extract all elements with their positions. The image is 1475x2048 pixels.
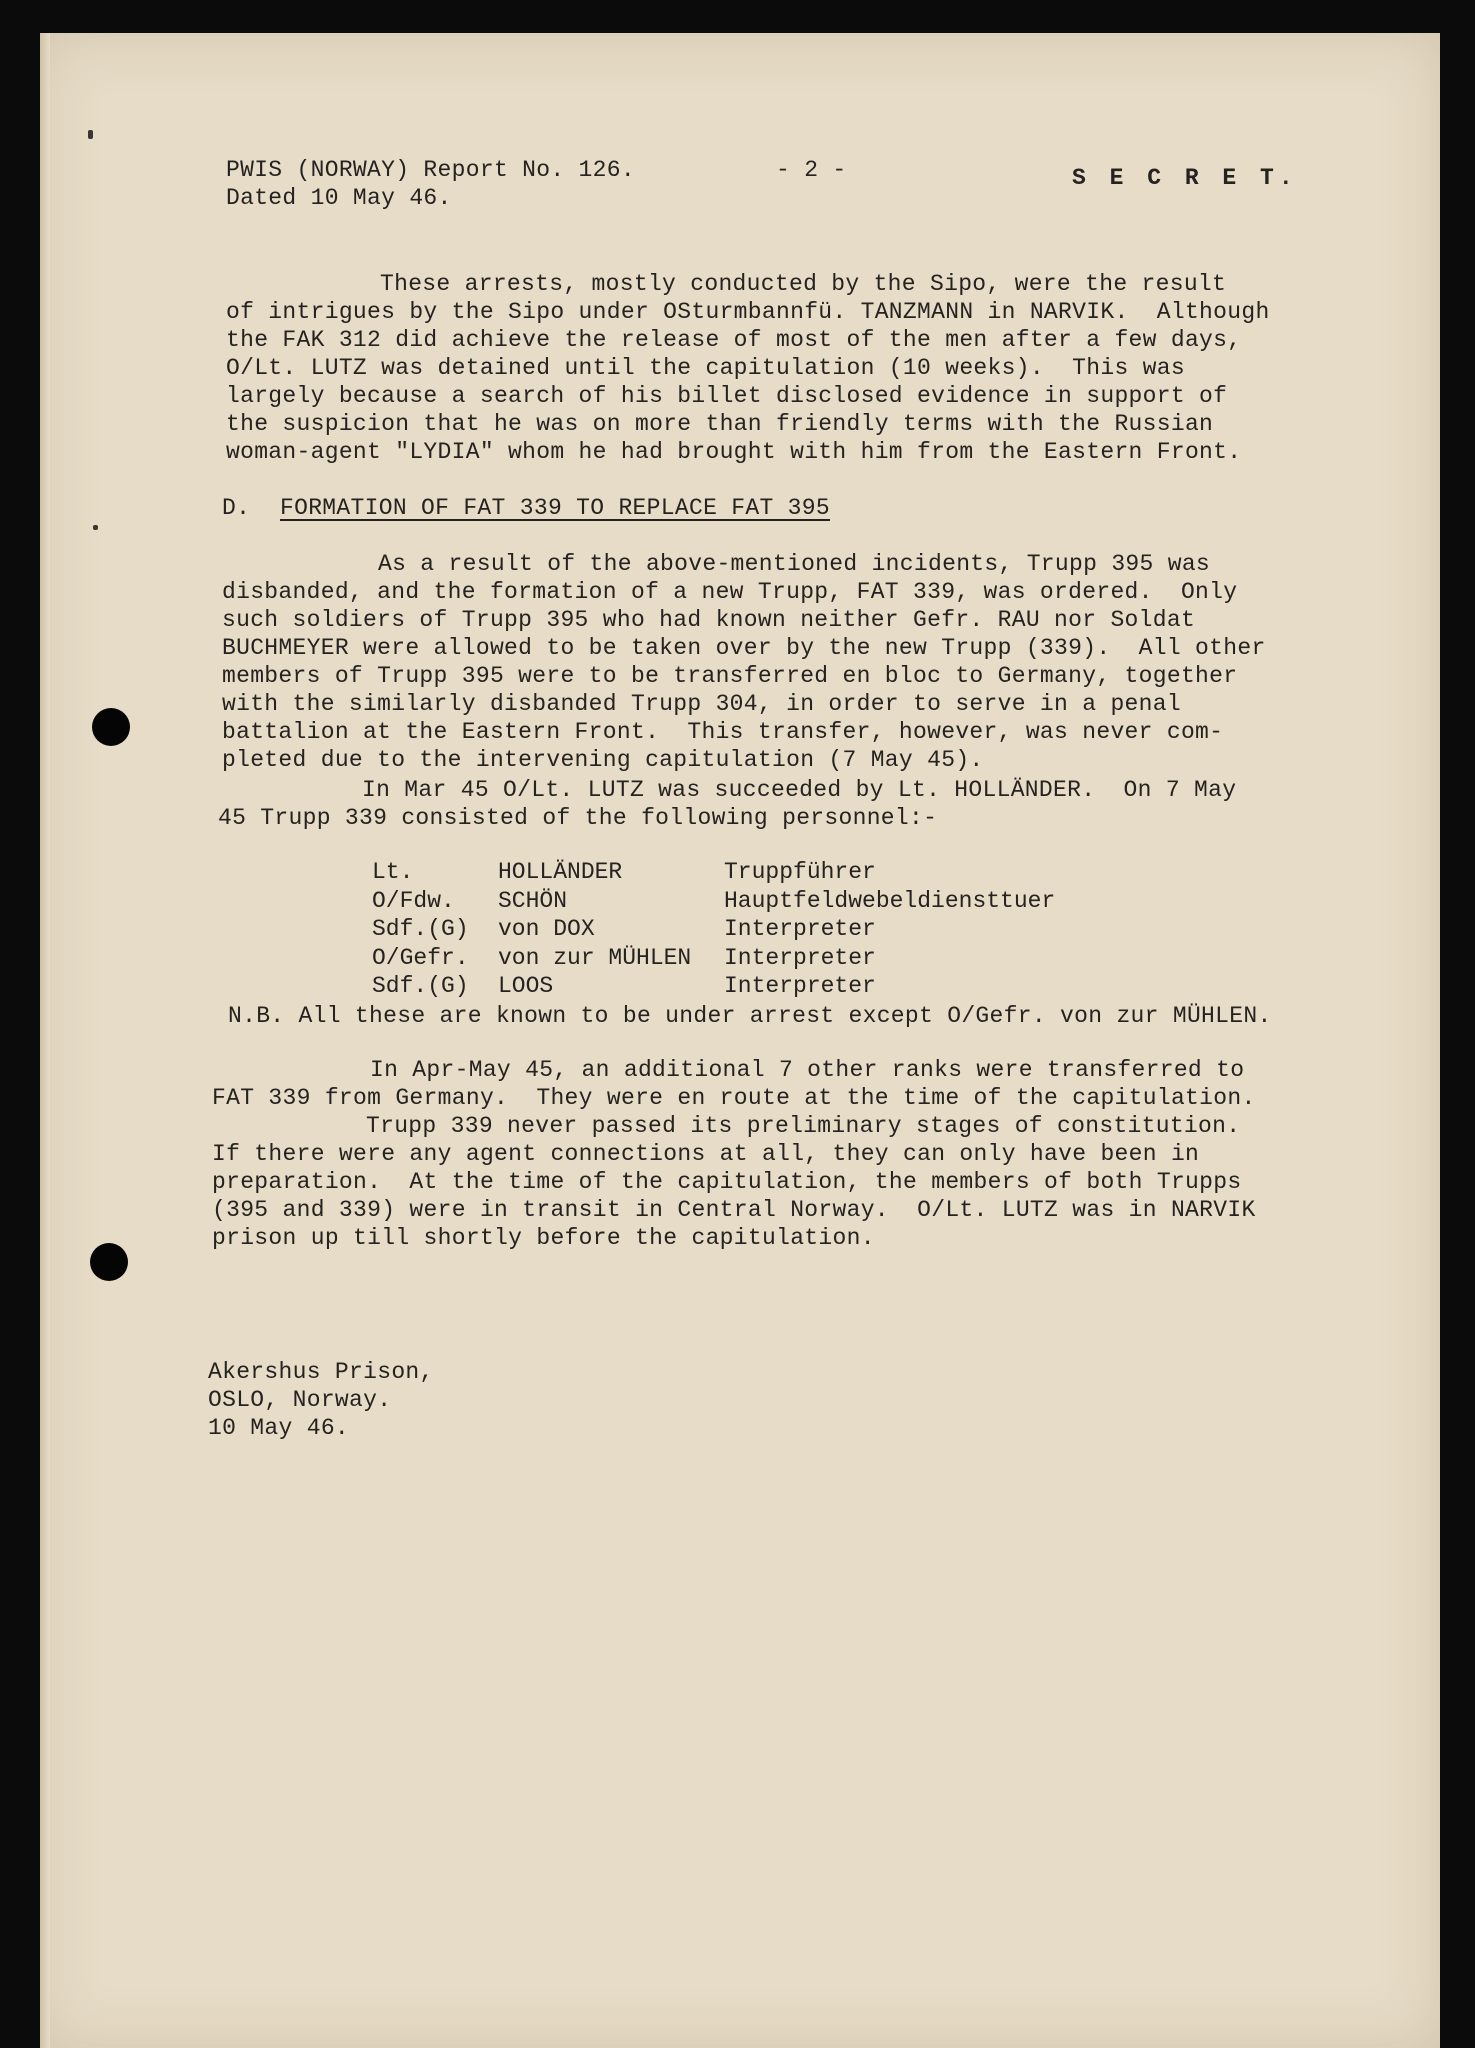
personnel-role: Interpreter xyxy=(724,944,876,971)
paragraph-line: the FAK 312 did achieve the release of most of the men after a few days, xyxy=(226,327,1242,353)
paragraph-line: Trupp 339 never passed its preliminary stages of constitution. xyxy=(366,1113,1241,1139)
paragraph-line: (395 and 339) were in transit in Central Norway. O/Lt. LUTZ was in NARVIK xyxy=(212,1197,1256,1223)
paragraph-line: 45 Trupp 339 consisted of the following personnel:- xyxy=(218,805,938,831)
personnel-role: Truppführer xyxy=(724,859,876,885)
punch-hole-upper xyxy=(92,708,130,746)
personnel-rank: O/Gefr. xyxy=(372,944,469,971)
paragraph-line: FAT 339 from Germany. They were en route at the time of the capitulation. xyxy=(212,1085,1256,1111)
margin-mark xyxy=(88,130,93,139)
personnel-name: von DOX xyxy=(498,916,595,942)
personnel-role: Interpreter xyxy=(724,973,876,999)
signoff-location: Akershus Prison, xyxy=(208,1359,434,1385)
signoff-city: OSLO, Norway. xyxy=(208,1387,392,1413)
personnel-rank: Lt. xyxy=(372,859,414,885)
personnel-rank: Sdf.(G) xyxy=(372,973,469,999)
paragraph-line: preparation. At the time of the capitulation, the members of both Trupps xyxy=(212,1169,1242,1195)
personnel-name: LOOS xyxy=(498,973,554,999)
personnel-name: SCHÖN xyxy=(498,887,568,914)
paragraph-line: the suspicion that he was on more than friendly terms with the Russian xyxy=(226,411,1214,437)
paragraph-line: with the similarly disbanded Trupp 304, in order to serve in a penal xyxy=(222,691,1181,717)
paragraph-line: O/Lt. LUTZ was detained until the capitulation (10 weeks). This was xyxy=(226,355,1185,381)
paragraph-line: members of Trupp 395 were to be transferred en bloc to Germany, together xyxy=(222,663,1238,689)
personnel-row xyxy=(372,915,1092,944)
personnel-role: Hauptfeldwebeldiensttuer xyxy=(724,887,1056,914)
page-edge-shadow xyxy=(40,33,50,2048)
personnel-name: HOLLÄNDER xyxy=(498,859,623,885)
personnel-table xyxy=(372,858,1092,1001)
paragraph-line: disbanded, and the formation of a new Trupp, FAT 339, was ordered. Only xyxy=(222,579,1238,605)
paragraph-line: In Mar 45 O/Lt. LUTZ was succeeded by Lt. HOLLÄNDER. On 7 May xyxy=(362,777,1237,803)
personnel-row xyxy=(372,972,1092,1001)
paragraph-line: largely because a search of his billet disclosed evidence in support of xyxy=(226,383,1228,409)
signoff-date: 10 May 46. xyxy=(208,1415,350,1441)
paragraph-line: These arrests, mostly conducted by the Sipo, were the result xyxy=(380,271,1227,297)
paragraph-line: of intrigues by the Sipo under OSturmbannfü. TANZMANN in NARVIK. Although xyxy=(226,299,1270,325)
paragraph-line: In Apr-May 45, an additional 7 other ranks were transferred to xyxy=(370,1057,1245,1083)
paragraph-line: If there were any agent connections at all, they can only have been in xyxy=(212,1141,1200,1167)
personnel-row xyxy=(372,858,1092,887)
punch-hole-lower xyxy=(90,1243,128,1281)
report-reference: PWIS (NORWAY) Report No. 126. xyxy=(226,157,635,183)
personnel-name: von zur MÜHLEN xyxy=(498,944,692,971)
personnel-rank: O/Fdw. xyxy=(372,887,455,914)
personnel-row xyxy=(372,887,1092,916)
margin-mark xyxy=(93,525,98,530)
personnel-row xyxy=(372,944,1092,973)
paragraph-line: BUCHMEYER were allowed to be taken over by the new Trupp (339). All other xyxy=(222,635,1266,661)
nb-note: N.B. All these are known to be under arrest except O/Gefr. von zur MÜHLEN. xyxy=(228,1003,1272,1029)
paragraph-line: woman-agent "LYDIA" whom he had brought with him from the Eastern Front. xyxy=(226,439,1242,465)
page-number: - 2 - xyxy=(776,157,847,183)
paragraph-line: battalion at the Eastern Front. This transfer, however, was never com- xyxy=(222,719,1224,745)
section-letter: D. xyxy=(222,495,251,521)
paragraph-line: such soldiers of Trupp 395 who had known neither Gefr. RAU nor Soldat xyxy=(222,607,1196,633)
paragraph-line: prison up till shortly before the capitulation. xyxy=(212,1225,875,1251)
paragraph-line: pleted due to the intervening capitulation (7 May 45). xyxy=(222,747,984,773)
classification-stamp: S E C R E T. xyxy=(1072,165,1298,191)
paragraph-line: As a result of the above-mentioned incidents, Trupp 395 was xyxy=(378,551,1211,577)
personnel-role: Interpreter xyxy=(724,916,876,942)
section-title: FORMATION OF FAT 339 TO REPLACE FAT 395 xyxy=(280,495,830,521)
personnel-rank: Sdf.(G) xyxy=(372,916,469,942)
report-date: Dated 10 May 46. xyxy=(226,185,452,211)
